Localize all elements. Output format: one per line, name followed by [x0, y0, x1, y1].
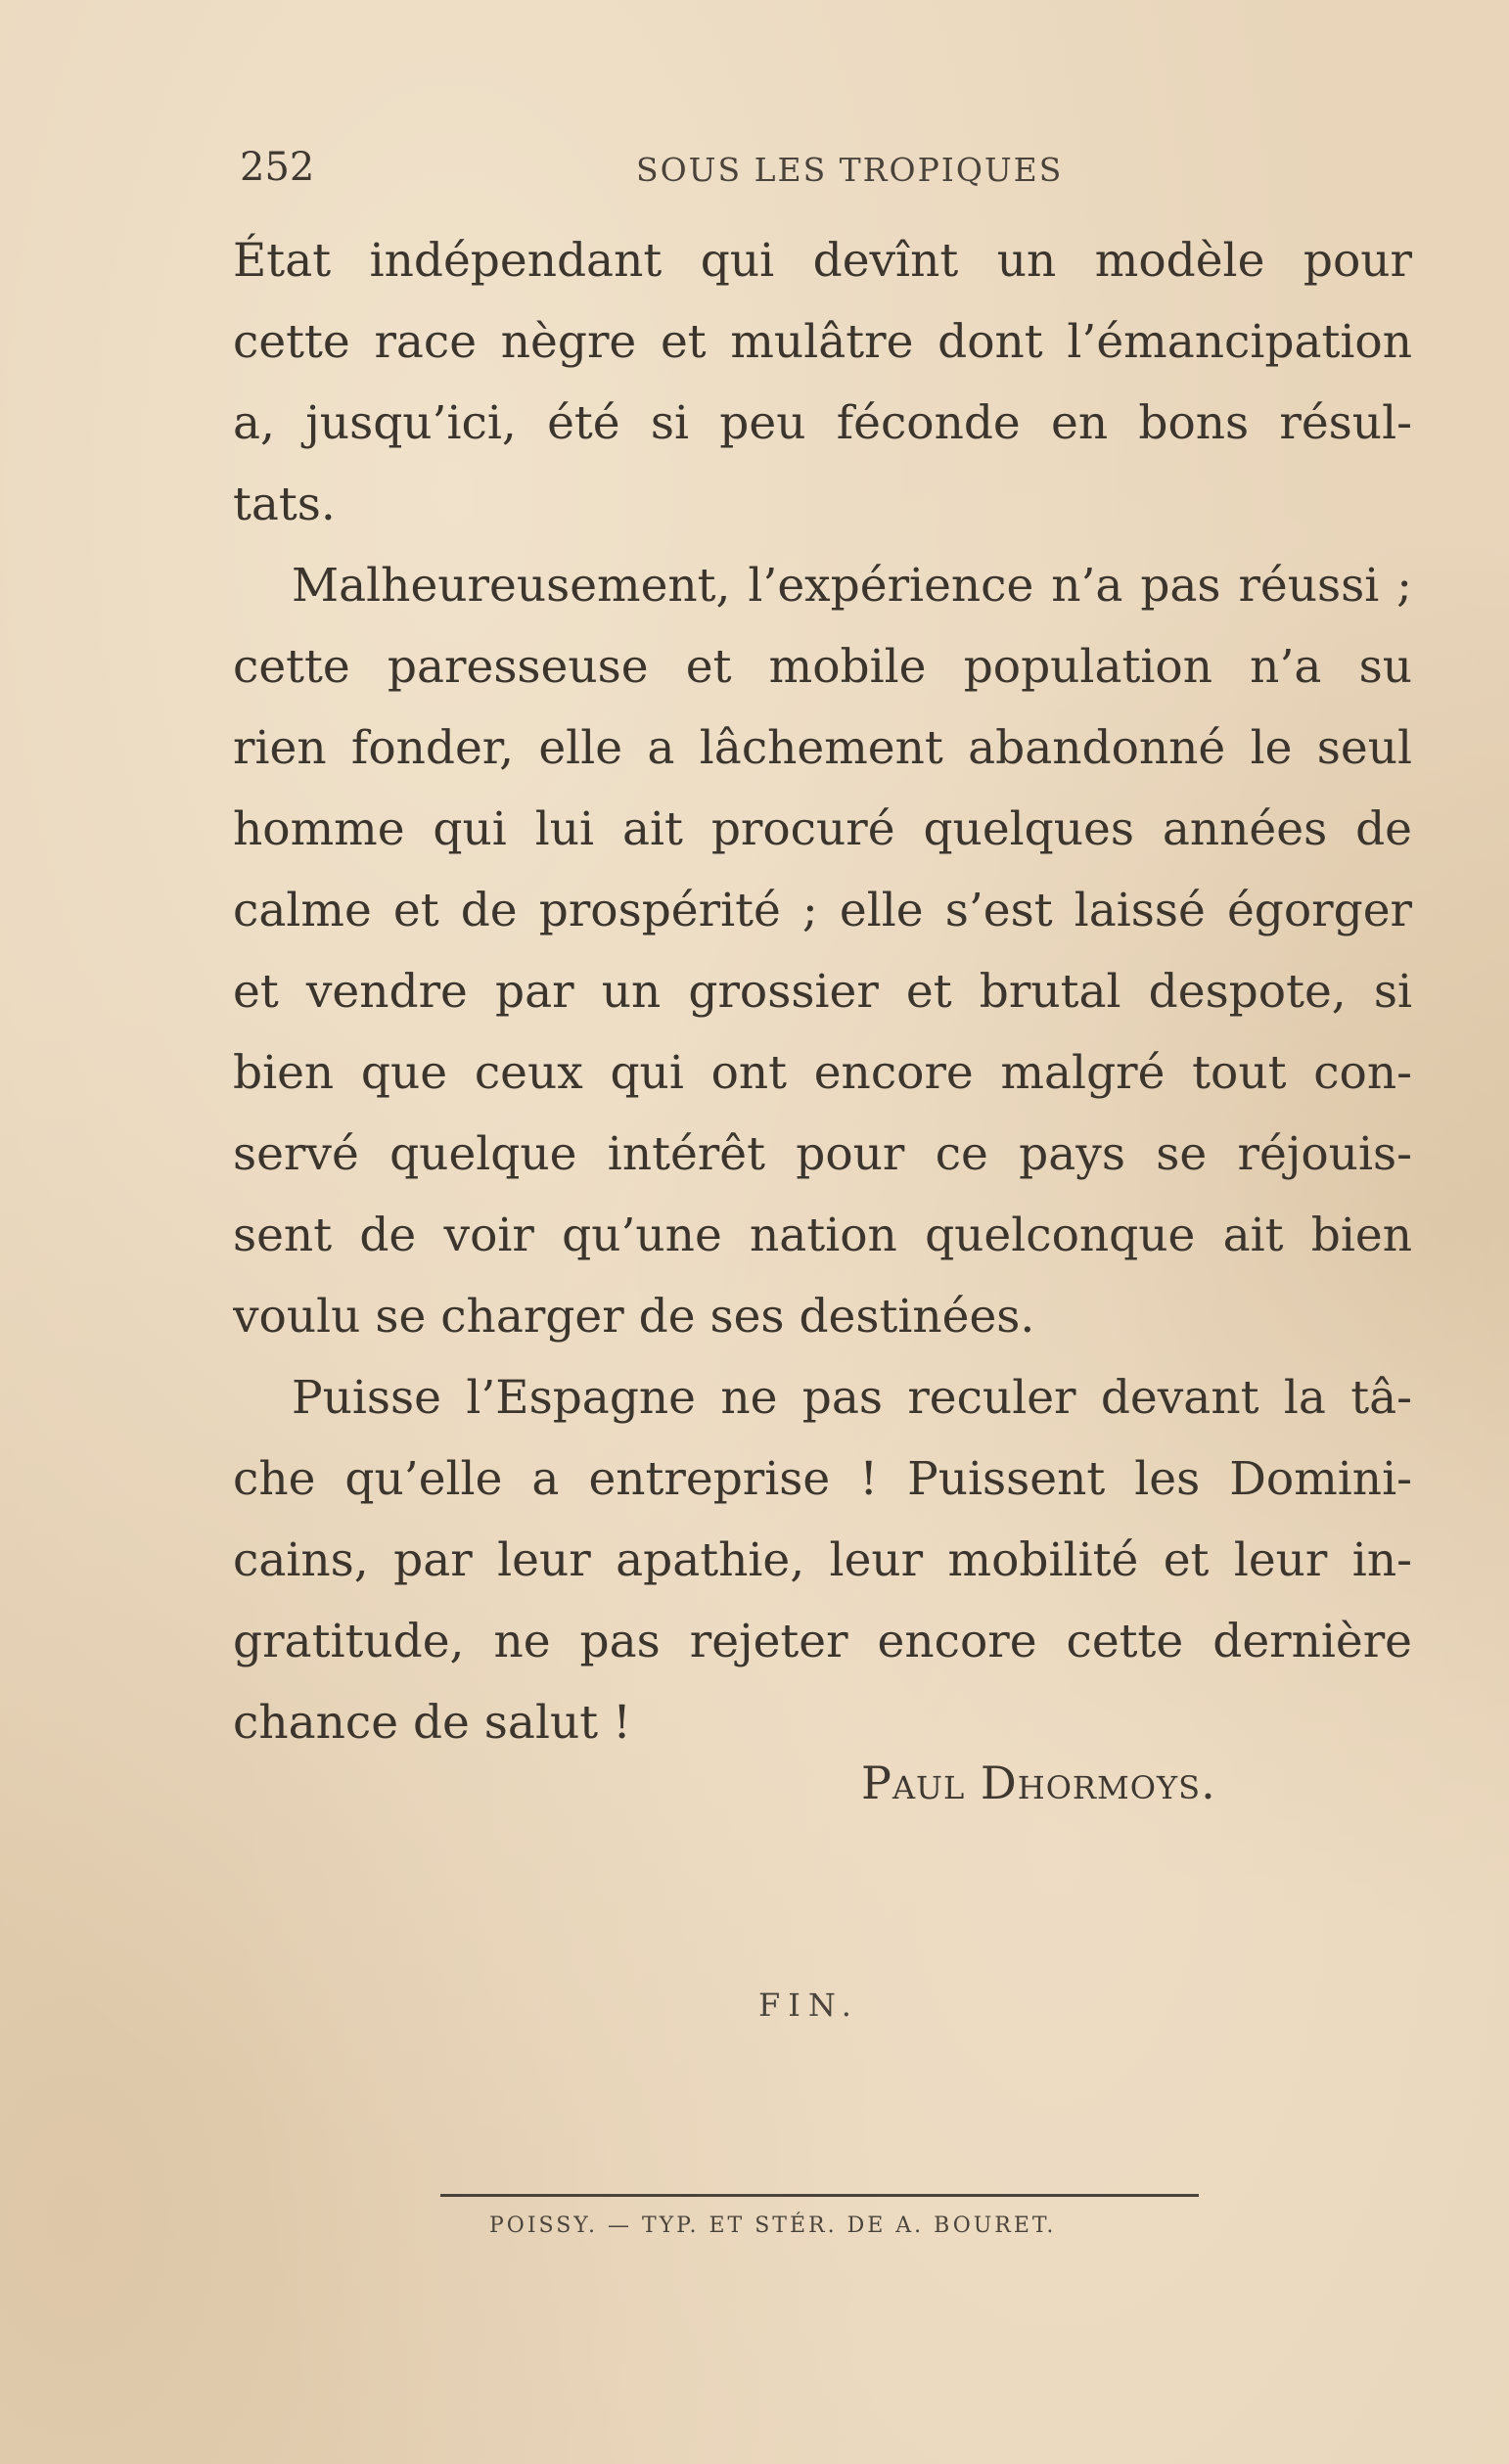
author-signature: Paul Dhormoys. — [861, 1757, 1216, 1809]
text-line: cette paresseuse et mobile population n’a su — [233, 640, 1412, 694]
text-line: servé quelque intérêt pour ce pays se réjouis- — [233, 1127, 1412, 1181]
text-line: sent de voir qu’une nation quelconque ait bien — [233, 1209, 1412, 1262]
text-line: Malheureusement, l’expérience n’a pas réussi ; — [292, 559, 1412, 613]
text-line: voulu se charger de ses destinées. — [233, 1290, 1035, 1344]
text-line: Puisse l’Espagne ne pas reculer devant la tâ- — [292, 1371, 1412, 1425]
divider-rule — [440, 2194, 1199, 2197]
running-title: SOUS LES TROPIQUES — [636, 151, 1064, 189]
text-line: et vendre par un grossier et brutal despote, si — [233, 965, 1412, 1019]
text-line: État indépendant qui devînt un modèle pour — [233, 234, 1412, 288]
page-number: 252 — [240, 145, 315, 190]
text-line: rien fonder, elle a lâchement abandonné le seul — [233, 721, 1412, 775]
text-line: homme qui lui ait procuré quelques années de — [233, 802, 1412, 856]
text-line: cette race nègre et mulâtre dont l’émancipation — [233, 315, 1412, 369]
text-line: tats. — [233, 478, 336, 531]
fin-mark: FIN. — [758, 1986, 859, 2024]
text-line: cains, par leur apathie, leur mobilité et leur in- — [233, 1533, 1412, 1587]
text-line: calme et de prospérité ; elle s’est laissé égorger — [233, 884, 1412, 937]
text-line: bien que ceux qui ont encore malgré tout con- — [233, 1046, 1412, 1100]
text-line: a, jusqu’ici, été si peu féconde en bons résul- — [233, 396, 1412, 450]
body-text — [233, 220, 1412, 1763]
text-line: chance de salut ! — [233, 1696, 631, 1750]
text-line: che qu’elle a entreprise ! Puissent les Domini- — [233, 1452, 1412, 1506]
printer-imprint: POISSY. — TYP. ET STÉR. DE A. BOURET. — [489, 2213, 1057, 2238]
page-header — [240, 145, 1414, 194]
text-line: gratitude, ne pas rejeter encore cette dernière — [233, 1615, 1412, 1668]
